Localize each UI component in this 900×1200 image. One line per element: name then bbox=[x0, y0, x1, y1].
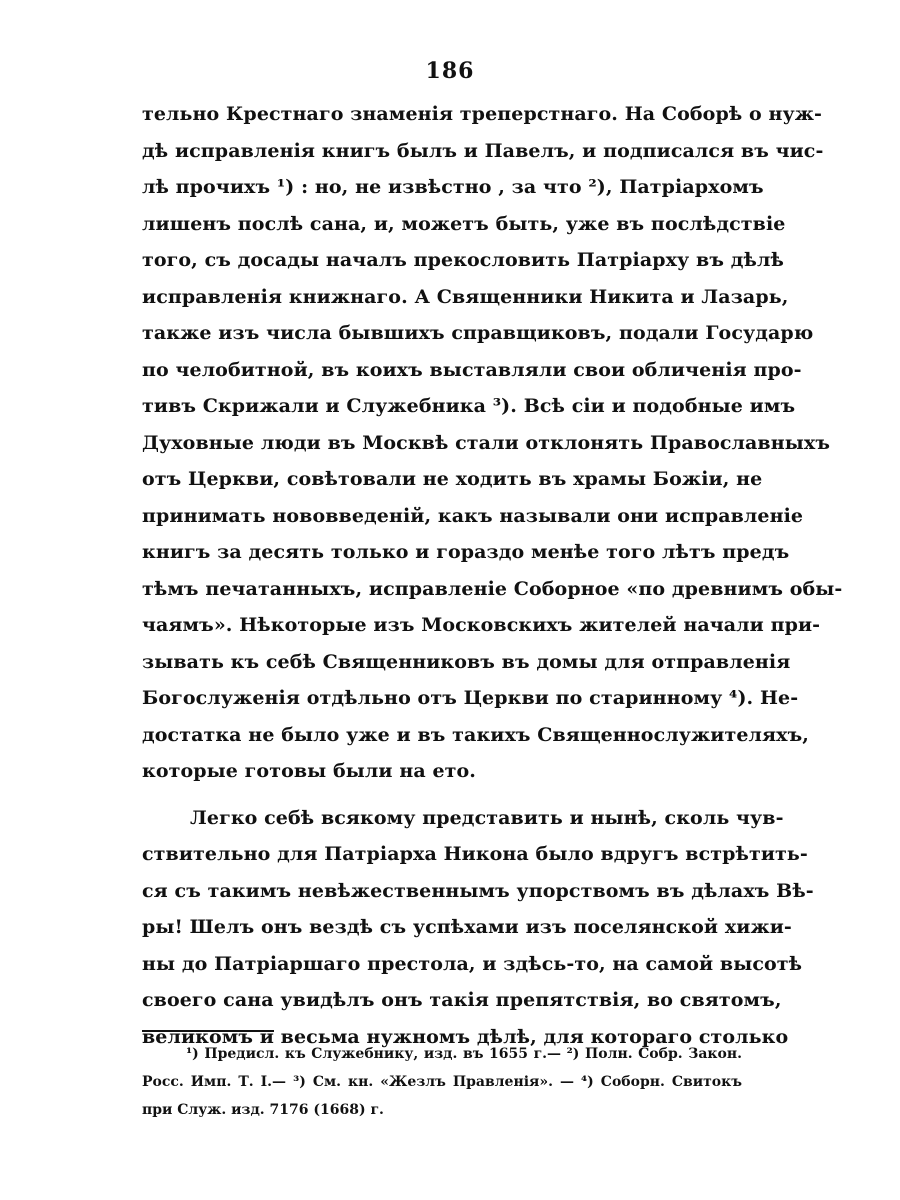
text-line: ствительно для Патріарха Никона было вдругъ встрѣтить- bbox=[142, 843, 808, 865]
text-line: тельно Крестнаго знаменія треперстнаго. На Соборѣ о нуж- bbox=[142, 103, 823, 125]
footnote-line: Росс. Имп. Т. I.— ³) См. кн. «Жезлъ Правленія». — ⁴) Соборн. Свитокъ bbox=[142, 1074, 742, 1090]
text-line: зывать къ себѣ Священниковъ въ домы для отправленія bbox=[142, 650, 791, 673]
paragraph-2 bbox=[142, 800, 814, 1056]
footnotes bbox=[142, 1040, 742, 1124]
text-line: великомъ и весьма нужномъ дѣлѣ, для котораго столько bbox=[142, 1025, 789, 1048]
text-line: тѣмъ печатанныхъ, исправленіе Соборное «по древнимъ обы- bbox=[142, 577, 843, 600]
text-line: Легко себѣ всякому представить и нынѣ, сколь чув- bbox=[190, 806, 784, 829]
text-line: ся съ такимъ невѣжественнымъ упорствомъ въ дѣлахъ Вѣ- bbox=[142, 879, 814, 902]
text-line: чаямъ». Нѣкоторые изъ Московскихъ жителей начали при- bbox=[142, 614, 821, 636]
text-line: того, съ досады началъ прекословить Патріарху въ дѣлѣ bbox=[142, 249, 784, 271]
footnote-line: при Служ. изд. 7176 (1668) г. bbox=[142, 1102, 384, 1118]
text-line: принимать нововведеній, какъ называли они исправленіе bbox=[142, 504, 804, 527]
text-line: лѣ прочихъ ¹) : но, не извѣстно , за что ²), Патріархомъ bbox=[142, 176, 764, 198]
text-line: дѣ исправленія книгъ былъ и Павелъ, и подписался въ чис- bbox=[142, 139, 824, 162]
text-line: также изъ числа бывшихъ справщиковъ, подали Государю bbox=[142, 322, 814, 344]
text-line: тивъ Скрижали и Служебника ³). Всѣ сіи и подобные имъ bbox=[142, 395, 796, 417]
footnote-divider bbox=[142, 1030, 274, 1032]
text-line: исправленія книжнаго. А Священники Никита и Лазарь, bbox=[142, 285, 789, 308]
text-line: лишенъ послѣ сана, и, можетъ быть, уже въ послѣдствіе bbox=[142, 212, 786, 235]
page-number: 186 bbox=[425, 58, 475, 84]
text-line: по челобитной, въ коихъ выставляли свои обличенія про- bbox=[142, 358, 802, 381]
text-line: ры! Шелъ онъ вездѣ съ успѣхами изъ поселянской хижи- bbox=[142, 916, 792, 938]
text-line: своего сана увидѣлъ онъ такія препятствія, во святомъ, bbox=[142, 989, 782, 1011]
text-line: достатка не было уже и въ такихъ Священнослужителяхъ, bbox=[142, 723, 809, 746]
text-line: ны до Патріаршаго престола, и здѣсь-то, на самой высотѣ bbox=[142, 952, 803, 975]
paragraph-gap bbox=[142, 790, 742, 800]
paragraph-1 bbox=[142, 96, 843, 790]
text-line: которые готовы были на ето. bbox=[142, 760, 477, 782]
text-line: Богослуженія отдѣльно отъ Церкви по старинному ⁴). Не- bbox=[142, 687, 799, 709]
text-line: отъ Церкви, совѣтовали не ходить въ храмы Божіи, не bbox=[142, 468, 763, 490]
text-line: книгъ за десять только и гораздо менѣе того лѣтъ предъ bbox=[142, 541, 790, 563]
text-line: Духовные люди въ Москвѣ стали отклонять Православныхъ bbox=[142, 431, 830, 454]
footnote-line: ¹) Предисл. къ Служебнику, изд. въ 1655 г.— ²) Полн. Собр. Закон. bbox=[186, 1046, 742, 1062]
main-text bbox=[142, 96, 843, 1055]
